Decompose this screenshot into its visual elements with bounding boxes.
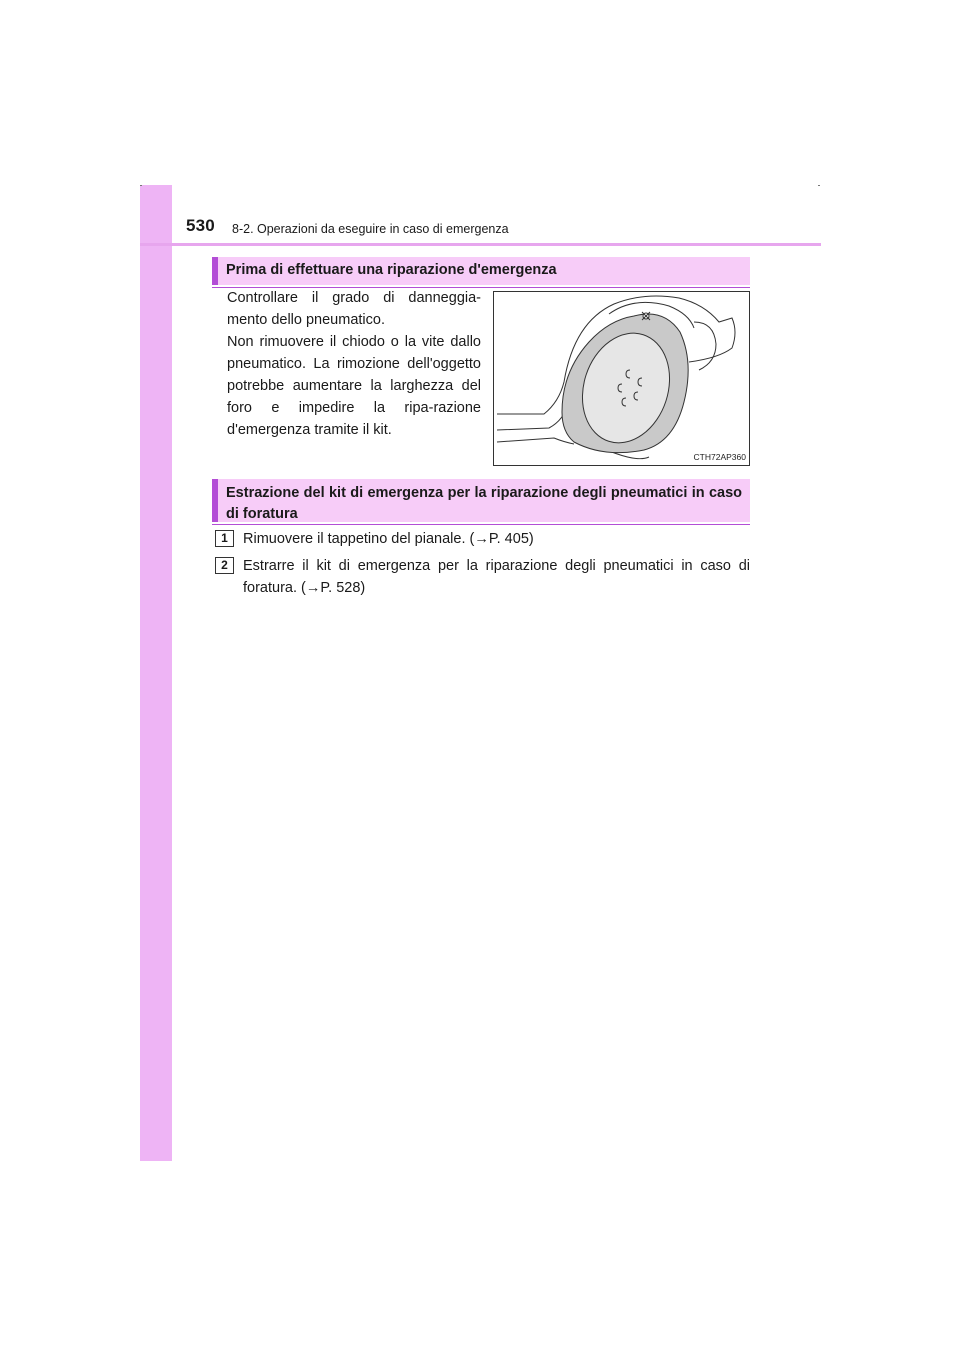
section-heading-extract-kit — [212, 479, 750, 522]
section-heading-text: Prima di effettuare una riparazione d'emergenza — [226, 262, 557, 278]
page-number: 530 — [186, 216, 215, 235]
tire-illustration — [493, 291, 750, 466]
step-text: Estrarre il kit di emergenza per la riparazione degli pneumatici in caso di foratura. (→P. 528) — [243, 558, 750, 596]
punctured-tire-drawing — [494, 292, 749, 465]
paragraph-check-damage: Controllare il grado di danneggia-mento dello pneumatico. — [227, 290, 481, 328]
section-heading-text: Estrazione del kit di emergenza per la riparazione degli pneumatici in caso di foratura — [226, 485, 742, 522]
header-rule — [140, 243, 821, 246]
step-number-badge: 2 — [215, 557, 234, 574]
paragraph-do-not-remove-nail: Non rimuovere il chiodo o la vite dallo pneumatico. La rimozione dell'oggetto potrebbe aumentare la larghezza del foro e impedire la ripa-razione d'emergenza tramite il kit. — [227, 334, 481, 438]
crop-mark — [818, 185, 820, 186]
figure-code: CTH72AP360 — [693, 452, 746, 462]
running-header: 8-2. Operazioni da eseguire in caso di emergenza — [232, 222, 509, 236]
side-tab-band — [140, 185, 172, 1161]
step-number-badge: 1 — [215, 530, 234, 547]
section-heading-before-repair — [212, 257, 750, 285]
step-text: Rimuovere il tappetino del pianale. (→P. 405) — [243, 531, 534, 547]
crop-mark — [140, 185, 142, 186]
